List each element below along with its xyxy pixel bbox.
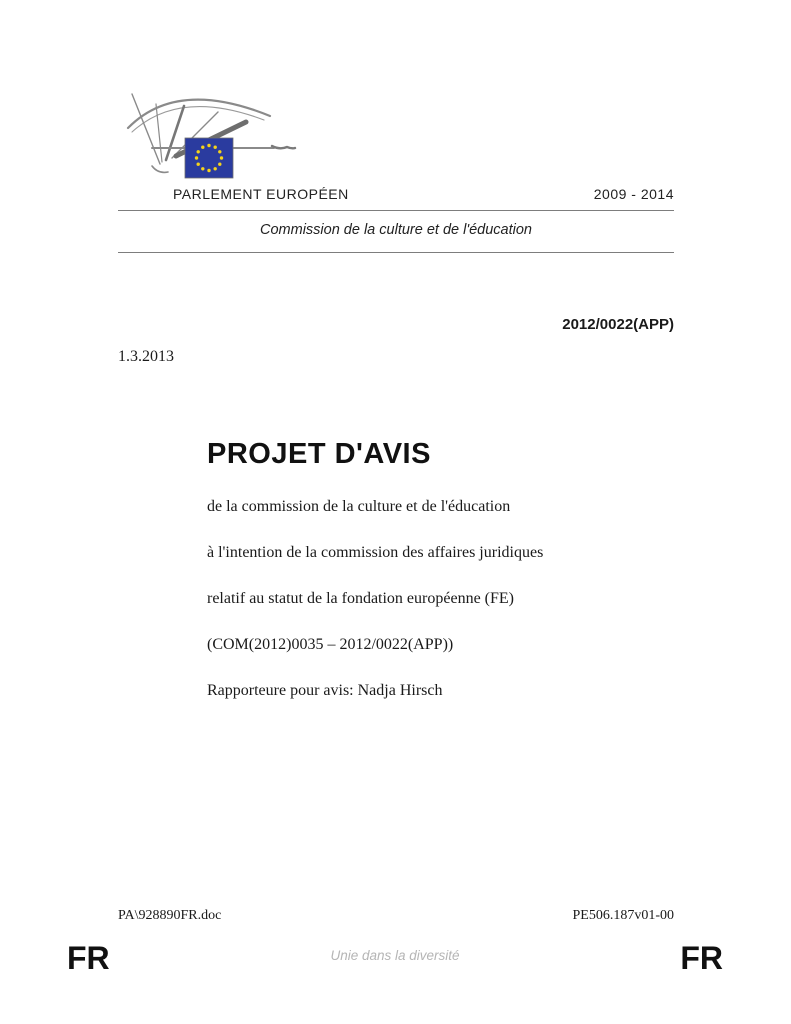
parliamentary-term: 2009 - 2014 <box>593 186 674 202</box>
body-line: relatif au statut de la fondation européenne (FE) <box>207 590 514 607</box>
document-date: 1.3.2013 <box>118 348 174 365</box>
footer-pe-ref: PE506.187v01-00 <box>572 908 674 923</box>
document-title: PROJET D'AVIS <box>207 438 431 470</box>
institution-name: PARLEMENT EUROPÉEN <box>173 186 349 202</box>
committee-name: Commission de la culture et de l'éducation <box>260 222 532 238</box>
header-row <box>118 186 674 202</box>
language-code-right: FR <box>680 940 723 976</box>
header-rule-bottom <box>118 252 674 253</box>
language-code-left: FR <box>67 940 110 976</box>
header-rule-top <box>118 210 674 211</box>
body-line: Rapporteure pour avis: Nadja Hirsch <box>207 682 443 699</box>
body-line: à l'intention de la commission des affaires juridiques <box>207 544 544 561</box>
eu-flag-icon <box>185 138 233 178</box>
eu-motto: Unie dans la diversité <box>330 948 460 963</box>
footer-doc-ref: PA\928890FR.doc <box>118 908 222 923</box>
body-line: de la commission de la culture et de l'éducation <box>207 498 511 515</box>
document-body <box>207 498 677 728</box>
footer-language-row <box>67 938 723 978</box>
european-parliament-logo <box>122 86 297 186</box>
footer-references <box>118 908 674 924</box>
body-line: (COM(2012)0035 – 2012/0022(APP)) <box>207 636 454 653</box>
procedure-reference: 2012/0022(APP) <box>562 316 674 333</box>
